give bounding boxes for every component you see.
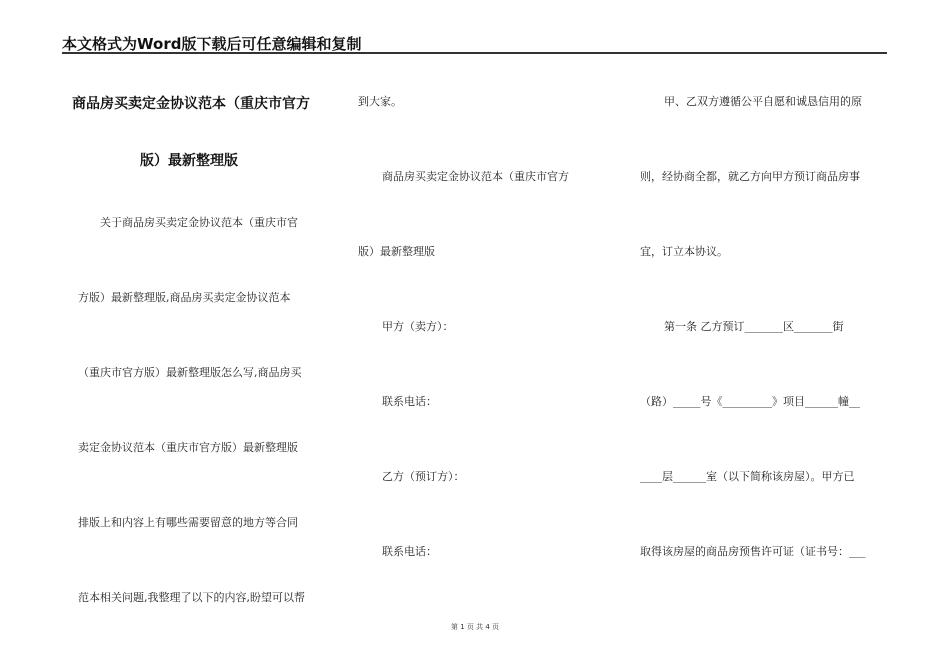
article-1-line: 取得该房屋的商品房预售许可证（证书号：___ [640,545,866,558]
page-number: 第 1 页 共 4 页 [450,623,500,631]
buyer-phone-label: 联系电话： [382,545,437,558]
paragraph-line: 商品房买卖定金协议范本（重庆市官方 [382,170,569,183]
paragraph-line: 宜，订立本协议。 [640,245,728,258]
paragraph-line: 关于商品房买卖定金协议范本（重庆市官 [100,216,298,229]
article-1-line: ____层______室（以下简称该房屋）。甲方已 [640,470,855,483]
paragraph-line: 则，经协商全都，就乙方向甲方预订商品房事 [640,170,860,183]
document-title-line-1: 商品房买卖定金协议范本（重庆市官方 [72,96,310,112]
document-title-line-2: 版）最新整理版 [140,153,238,169]
paragraph-line: 范本相关问题,我整理了以下的内容,盼望可以帮 [78,591,305,604]
paragraph-line: 卖定金协议范本（重庆市官方版）最新整理版 [78,441,298,454]
seller-phone-label: 联系电话： [382,395,437,408]
paragraph-line: 版）最新整理版 [358,245,435,258]
seller-label: 甲方（卖方）： [382,320,454,333]
paragraph-line: 排版上和内容上有哪些需要留意的地方等合同 [78,516,298,529]
paragraph-line: 甲、乙双方遵循公平自愿和诚恳信用的原 [664,95,862,108]
paragraph-line: （重庆市官方版）最新整理版怎么写,商品房买 [78,366,302,379]
buyer-label: 乙方（预订方）： [382,470,465,483]
paragraph-line: 到大家。 [358,95,402,108]
article-1-line: 第一条 乙方预订_______区_______街 [664,320,844,333]
header-divider [62,52,887,54]
paragraph-line: 方版）最新整理版,商品房买卖定金协议范本 [78,291,291,304]
header-banner: 本文格式为Word版下载后可任意编辑和复制 [62,35,362,53]
article-1-line: （路）_____号《_________》项目______幢__ [640,395,860,408]
